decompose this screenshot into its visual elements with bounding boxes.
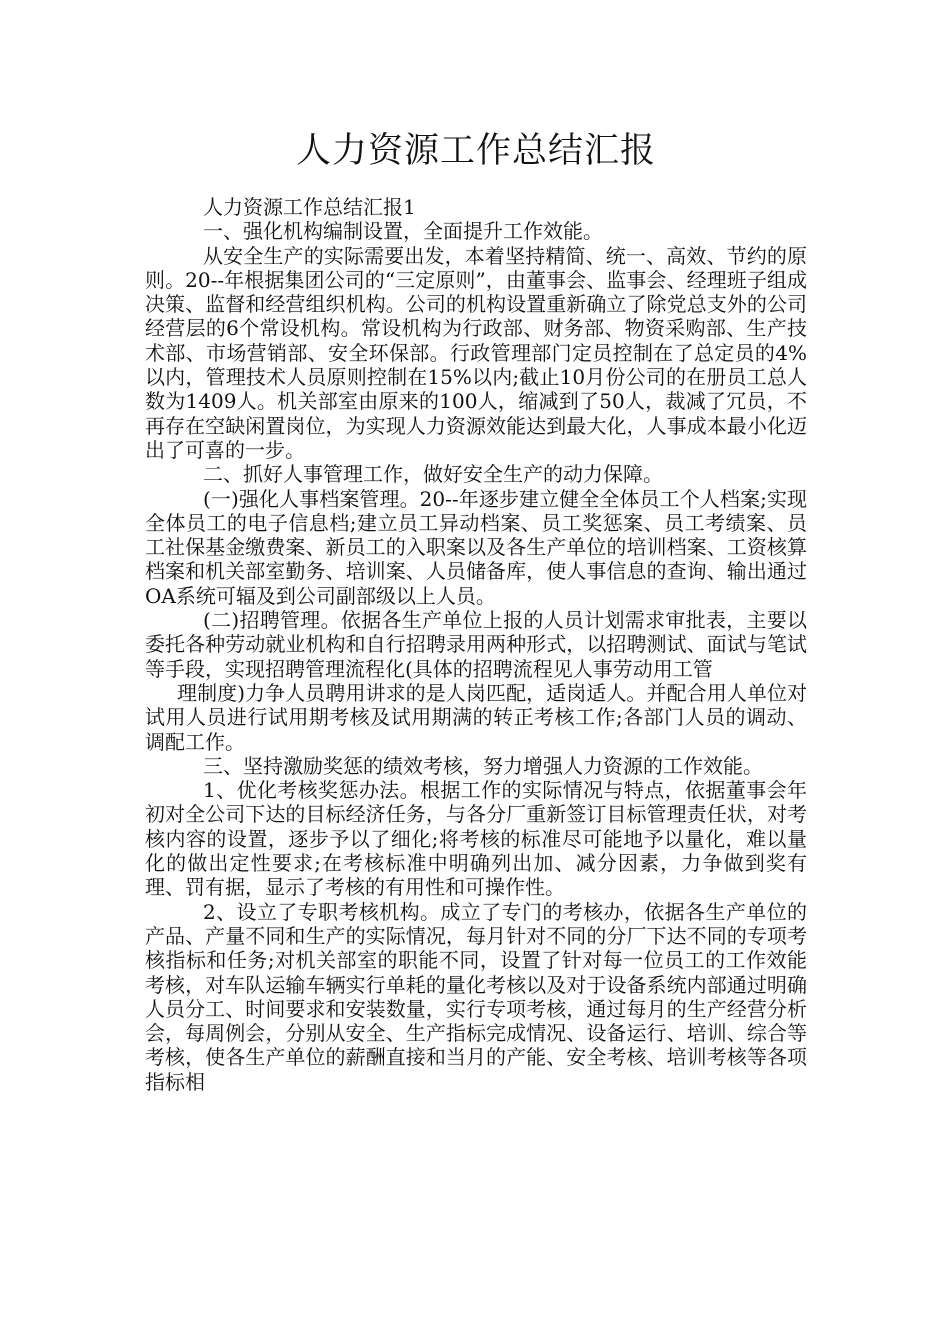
paragraph: 2、设立了专职考核机构。成立了专门的考核办，依据各生产单位的产品、产量不同和生产的实际情况，每月针对不同的分厂下达不同的专项考核指标和任务;对机关部室的职能不同，设置了针对每一位员工的工作效能考核，对车队运输车辆实行单耗的量化考核以及对于设备系统内部通过明确人员分工、时间要求和安装数量，实行专项考核，通过每月的生产经营分析会，每周例会，分别从安全、生产指标完成情况、设备运行、培训、综合等考核，使各生产单位的薪酬直接和当月的产能、安全考核、培训考核等各项指标相 <box>145 899 807 1094</box>
paragraph: 人力资源工作总结汇报1 <box>203 195 416 219</box>
paragraph: (一)强化人事档案管理。20--年逐步建立健全全体员工个人档案;实现全体员工的电子信息档;建立员工异动档案、员工奖惩案、员工考绩案、员工社保基金缴费案、新员工的入职案以及各生产单位的培训档案、工资核算档案和机关部室勤务、培训案、人员储备库，使人事信息的查询、输出通过OA系统可辐及到公司副部级以上人员。 <box>145 486 807 608</box>
section-heading: 一、强化机构编制设置，全面提升工作效能。 <box>203 219 603 244</box>
paragraph: 理制度)力争人员聘用讲求的是人岗匹配，适岗适人。并配合用人单位对试用人员进行试用期考核及试用期满的转正考核工作;各部门人员的调动、调配工作。 <box>145 680 807 754</box>
paragraph: 1、优化考核奖惩办法。根据工作的实际情况与特点，依据董事会年初对全公司下达的目标经济任务，与各分厂重新签订目标管理责任状，对考核内容的设置，逐步予以了细化;将考核的标准尽可能地予以量化，难以量化的做出定性要求;在考核标准中明确列出加、减分因素，力争做到奖有理、罚有据，显示了考核的有用性和可操作性。 <box>145 778 807 900</box>
document-title: 人力资源工作总结汇报 <box>295 131 656 171</box>
document-page <box>145 126 807 1094</box>
section-heading: 二、抓好人事管理工作，做好安全生产的动力保障。 <box>203 462 663 487</box>
section-heading: 三、坚持激励奖惩的绩效考核，努力增强人力资源的工作效能。 <box>203 753 763 778</box>
paragraph: (二)招聘管理。依据各生产单位上报的人员计划需求审批表，主要以委托各种劳动就业机构和自行招聘录用两种形式，以招聘测试、面试与笔试等手段，实现招聘管理流程化(具体的招聘流程见人事劳动用工管 <box>145 608 807 681</box>
paragraph: 从安全生产的实际需要出发，本着坚持精简、统一、高效、节约的原则。20--年根据集团公司的“三定原则”，由董事会、监事会、经理班子组成决策、监督和经营组织机构。公司的机构设置重新确立了除党总支外的公司经营层的6个常设机构。常设机构为行政部、财务部、物资采购部、生产技术部、市场营销部、安全环保部。行政管理部门定员控制在了总定员的4%以内，管理技术人员原则控制在15%以内;截止10月份公司的在册员工总人数为1409人。机关部室由原来的100人，缩减到了50人，裁减了冗员，不再存在空缺闲置岗位，为实现人力资源效能达到最大化，人事成本最小化迈出了可喜的一步。 <box>145 243 807 462</box>
